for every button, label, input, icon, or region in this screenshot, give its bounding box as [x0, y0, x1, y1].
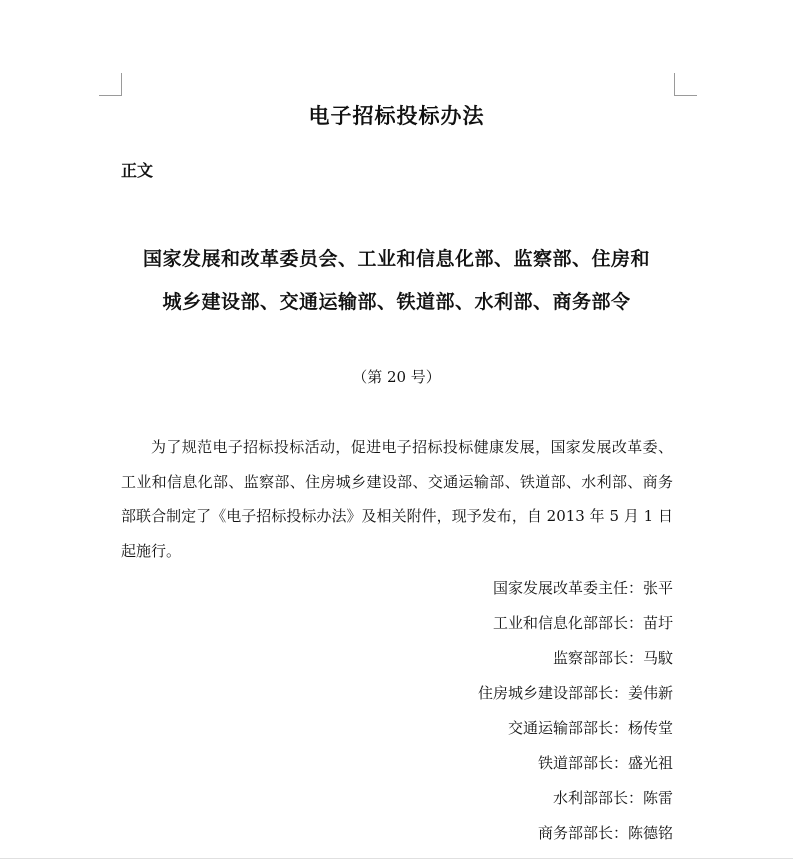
order-title-line-1: 国家发展和改革委员会、工业和信息化部、监察部、住房和 — [142, 248, 650, 270]
signature-line: 交通运输部部长：杨传堂 — [507, 719, 673, 737]
signature-line: 住房城乡建设部部长：姜伟新 — [477, 684, 673, 702]
document-title: 电子招标投标办法 — [308, 103, 485, 128]
top-left-margin-mark — [99, 73, 122, 96]
signature-line: 水利部部长：陈雷 — [552, 789, 673, 807]
section-label: 正文 — [121, 161, 154, 180]
signature-line: 监察部部长：马馼 — [552, 649, 673, 667]
signature-list — [273, 571, 673, 851]
order-title — [100, 238, 693, 324]
page-bottom-divider — [0, 858, 793, 859]
signature-line: 工业和信息化部部长：苗圩 — [492, 614, 673, 632]
signature-line: 国家发展改革委主任：张平 — [492, 579, 673, 597]
order-title-line-2: 城乡建设部、交通运输部、铁道部、水利部、商务部令 — [162, 291, 631, 313]
order-number: （第 20 号） — [352, 368, 441, 386]
signature-line: 商务部部长：陈德铭 — [537, 824, 673, 842]
top-right-margin-mark — [674, 73, 697, 96]
body-paragraph: 为了规范电子招标投标活动，促进电子招标投标健康发展，国家发展改革委、工业和信息化部、监察部、住房城乡建设部、交通运输部、铁道部、水利部、商务部联合制定了《电子招标投标办法》及相关附件，现予发布，自 2013 年 5 月 1 日起施行。 — [121, 438, 673, 560]
signature-line: 铁道部部长：盛光祖 — [537, 754, 673, 772]
